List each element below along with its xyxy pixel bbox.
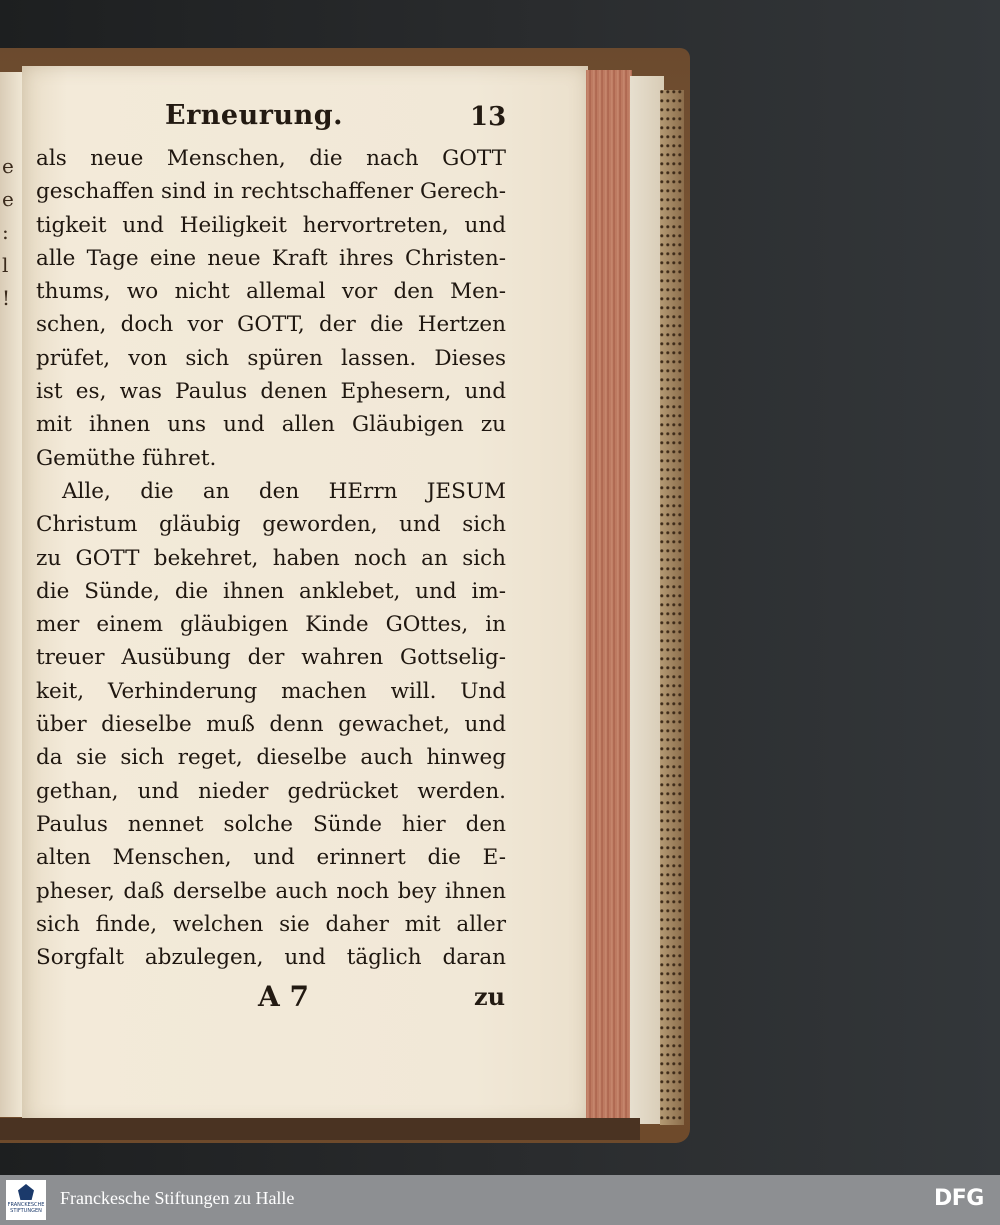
text-line: die Sünde, die ihnen anklebet, und im-	[36, 578, 506, 604]
text-line: als neue Menschen, die nach GOTT	[36, 146, 506, 171]
text-line: thums, wo nicht allemal vor den Men-	[36, 279, 506, 305]
page-edge-paper	[630, 76, 664, 1124]
book-spine-edge	[660, 90, 684, 1125]
text-line: keit, Verhinderung machen will. Und	[36, 678, 506, 704]
text-line: geschaffen sind in rechtschaffener Gerech-	[36, 179, 506, 205]
text-line: gethan, und nieder gedrücket werden.	[36, 778, 506, 804]
tower-icon	[18, 1184, 34, 1200]
text-line: über dieselbe muß denn gewachet, und	[36, 712, 506, 738]
body-text	[36, 142, 506, 974]
text-line: alle Tage eine neue Kraft ihres Christen-	[36, 245, 506, 271]
text-line: tigkeit und Heiligkeit hervortreten, und	[36, 212, 506, 238]
footer-bar	[0, 1175, 1000, 1225]
text-line: mit ihnen uns und allen Gläubigen zu	[36, 412, 506, 438]
franckesche-stiftungen-logo[interactable]	[6, 1180, 46, 1220]
logo-text: FRANCKESCHE STIFTUNGEN	[7, 1202, 45, 1214]
text-line: Gemüthe führet.	[36, 445, 217, 471]
text-line: Paulus nennet solche Sünde hier den	[36, 811, 506, 837]
text-line: da sie sich reget, dieselbe auch hinweg	[36, 745, 506, 771]
footer-title-link[interactable]: Franckesche Stiftungen zu Halle	[60, 1188, 295, 1208]
page-number: 13	[470, 102, 507, 132]
catchword: zu	[474, 982, 506, 1011]
text-line: mer einem gläubigen Kinde GOttes, in	[36, 612, 506, 638]
running-head: Erneurung.	[165, 100, 344, 131]
text-line: zu GOTT bekehret, haben noch an sich	[36, 545, 506, 571]
book-bottom-board	[0, 1118, 640, 1140]
text-line: Sorgfalt abzulegen, und täglich daran	[36, 945, 506, 971]
text-line: ist es, was Paulus denen Ephesern, und	[36, 379, 506, 405]
text-line: sich finde, welchen sie daher mit aller	[36, 911, 506, 937]
page-edge-red	[586, 70, 632, 1122]
text-line: schen, doch vor GOTT, der die Hertzen	[36, 312, 506, 338]
text-line: treuer Ausübung der wahren Gottselig-	[36, 645, 506, 671]
left-page-fragments: e e : l !	[2, 154, 14, 310]
text-line: pheser, daß derselbe auch noch bey ihnen	[36, 878, 506, 904]
text-line: Christum gläubig geworden, und sich	[36, 512, 506, 538]
text-line: Alle, die an den HErrn JESUM	[62, 478, 506, 504]
signature-mark: A 7	[258, 980, 309, 1013]
text-line: alten Menschen, und erinnert die E-	[36, 845, 506, 871]
text-line: prüfet, von sich spüren lassen. Dieses	[36, 345, 506, 371]
dfg-logo[interactable]: DFG	[934, 1186, 984, 1211]
